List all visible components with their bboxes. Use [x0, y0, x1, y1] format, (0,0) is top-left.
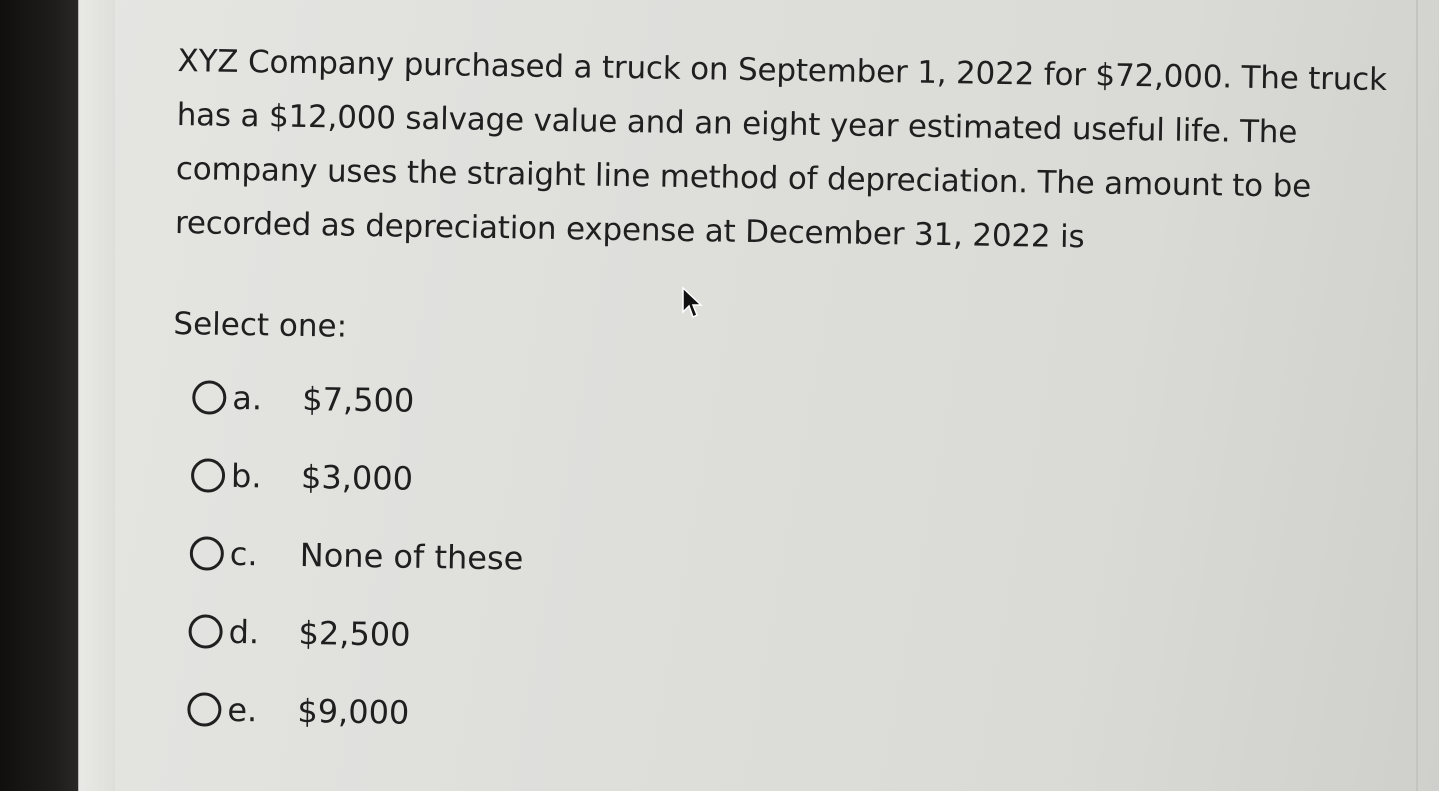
option-letter: e.	[227, 690, 258, 730]
answer-options	[167, 358, 1403, 767]
radio-unselected-icon[interactable]	[191, 458, 226, 493]
option-letter: c.	[229, 534, 258, 574]
select-one-prompt: Select one:	[173, 305, 348, 345]
option-value: $2,500	[298, 613, 411, 654]
option-value: $3,000	[300, 457, 414, 498]
mouse-pointer-icon	[681, 286, 703, 320]
option-value: $7,500	[301, 379, 415, 420]
monitor-bezel	[0, 0, 78, 791]
radio-unselected-icon[interactable]	[188, 614, 223, 649]
radio-unselected-icon[interactable]	[187, 692, 222, 727]
radio-unselected-icon[interactable]	[192, 380, 227, 415]
option-letter: d.	[228, 612, 260, 652]
question-container	[167, 34, 1408, 767]
panel-divider	[1416, 0, 1418, 791]
option-value: None of these	[299, 535, 524, 578]
radio-unselected-icon[interactable]	[190, 536, 225, 571]
page-margin	[78, 0, 115, 791]
option-letter: b.	[230, 456, 262, 496]
option-value: $9,000	[297, 691, 410, 732]
option-letter: a.	[231, 378, 263, 418]
question-text: XYZ Company purchased a truck on September 1, 2022 for $72,000. The truck has a $12,000 salvage value and an eight year estimated useful life. The company uses the straight line method of depreciation. The amount to be recorded as depreciation expense at December 31, 2022 is	[174, 42, 1388, 256]
